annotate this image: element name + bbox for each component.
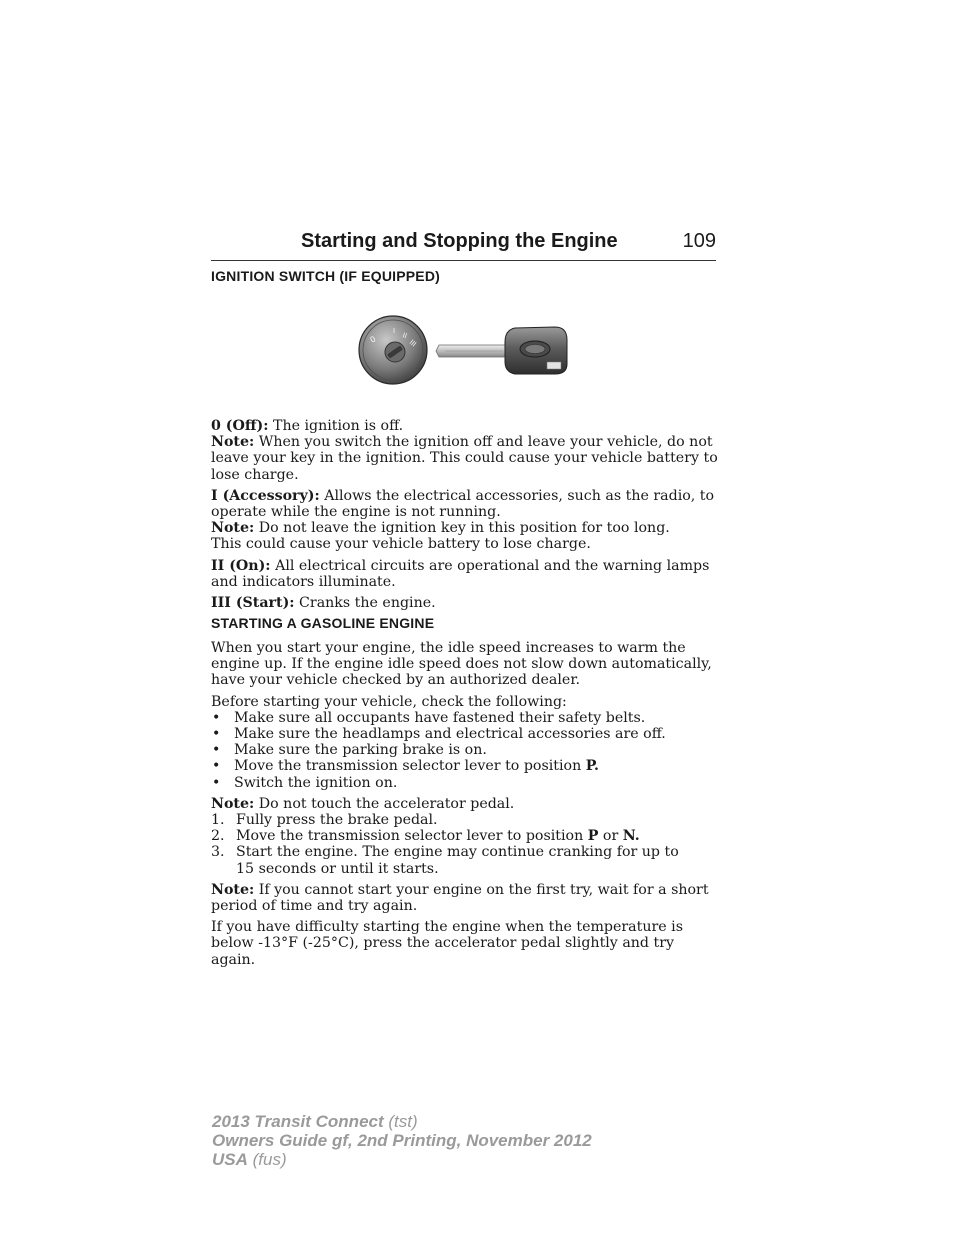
- list-item: • Switch the ignition on.: [211, 775, 721, 791]
- list-item: • Make sure the headlamps and electrical accessories are off.: [211, 726, 721, 742]
- ignition-switch-heading: IGNITION SWITCH (IF EQUIPPED): [211, 268, 441, 284]
- pre-start-checklist: [211, 710, 721, 791]
- page-footer: [212, 1112, 592, 1169]
- checklist-intro: Before starting your vehicle, check the following:: [211, 693, 567, 710]
- position-start: III (Start): Cranks the engine.: [211, 595, 436, 612]
- start-steps: [211, 812, 721, 877]
- footer-model-line: 2013 Transit Connect (tst): [212, 1112, 418, 1131]
- off-note: Note: When you switch the ignition off and leave your vehicle, do not leave your key in the ignition. This could cause your vehicle battery to lose charge.: [211, 434, 718, 483]
- list-item: 2. Move the transmission selector lever to position P or N.: [211, 828, 640, 845]
- ignition-positions: [211, 418, 721, 611]
- section-title: Starting and Stopping the Engine: [301, 230, 618, 252]
- position-3-label: III: [407, 338, 418, 349]
- accessory-note: Note: Do not leave the ignition key in this position for too long. This could cause your vehicle battery to lose charge.: [211, 520, 670, 553]
- gasoline-body: [211, 640, 721, 968]
- position-on: II (On): All electrical circuits are operational and the warning lamps and indicators illuminate.: [211, 557, 710, 590]
- position-accessory: I (Accessory): Allows the electrical accessories, such as the radio, to operate while the engine is not running.: [211, 487, 715, 521]
- ignition-key: [436, 327, 567, 374]
- position-2-label: II: [401, 331, 408, 341]
- ignition-dial: [359, 316, 427, 384]
- list-item: • Move the transmission selector lever to position P.: [211, 758, 721, 774]
- cold-weather-paragraph: If you have difficulty starting the engine when the temperature is below -13°F (-25°C), press the accelerator pedal slightly and try again.: [211, 919, 683, 968]
- list-item: 3. Start the engine. The engine may continue cranking for up to 15 seconds or until it starts.: [211, 844, 679, 877]
- page-number: 109: [682, 230, 716, 252]
- position-0-label: 0: [368, 334, 378, 345]
- footer-edition-line: Owners Guide gf, 2nd Printing, November 2012: [212, 1131, 592, 1150]
- retry-note: Note: If you cannot start your engine on the first try, wait for a short period of time and try again.: [211, 881, 709, 915]
- footer-market-line: USA (fus): [212, 1150, 287, 1169]
- starting-gasoline-heading: STARTING A GASOLINE ENGINE: [211, 615, 435, 631]
- intro-paragraph: When you start your engine, the idle speed increases to warm the engine up. If the engine idle speed does not slow down automatically, have your vehicle checked by an authorized dealer.: [211, 640, 712, 689]
- position-off: 0 (Off): The ignition is off.: [211, 418, 404, 434]
- page-header: [211, 229, 716, 261]
- pedal-note: Note: Do not touch the accelerator pedal.: [211, 795, 515, 812]
- list-item: 1. Fully press the brake pedal.: [211, 812, 438, 829]
- ignition-key-illustration: [355, 312, 575, 387]
- list-item: • Make sure all occupants have fastened their safety belts.: [211, 710, 721, 726]
- position-1-label: I: [393, 327, 396, 335]
- list-item: • Make sure the parking brake is on.: [211, 742, 721, 758]
